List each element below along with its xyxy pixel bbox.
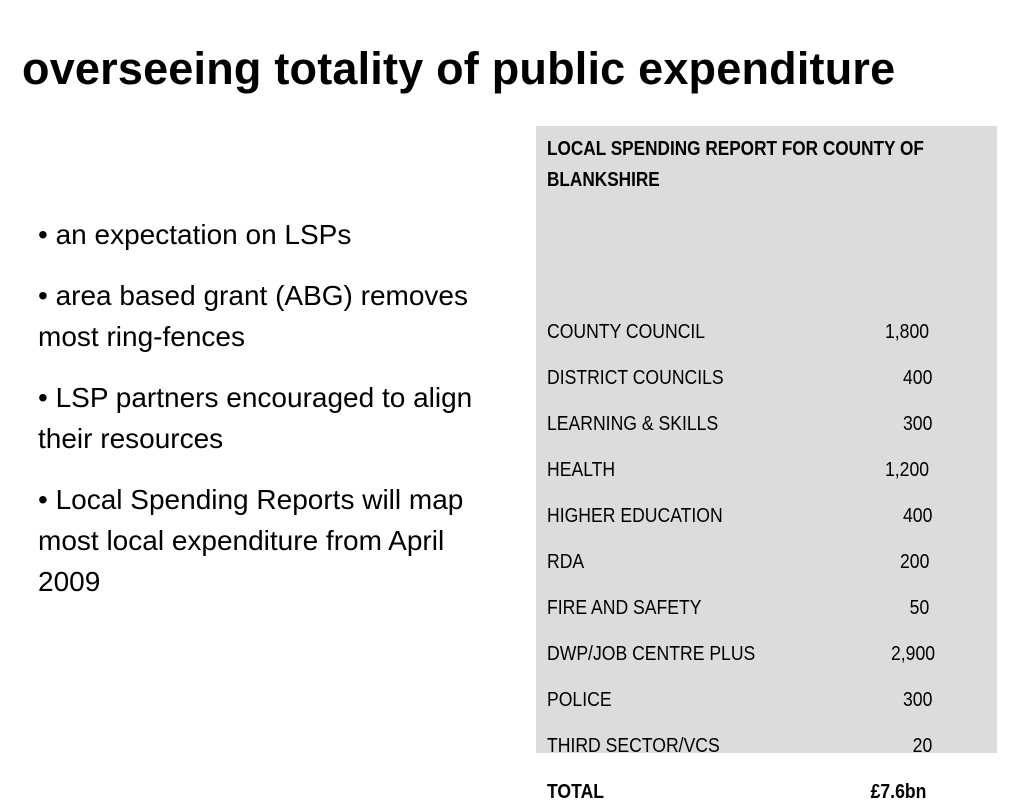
row-value: 20	[912, 735, 932, 757]
row-value: 1,800	[884, 321, 929, 343]
row-value: 400	[902, 505, 932, 527]
bullet-item: • Local Spending Reports will map most local expenditure from April 2009	[38, 484, 464, 597]
row-label: DWP/JOB CENTRE PLUS	[547, 643, 756, 665]
report-row	[547, 732, 937, 760]
report-row	[547, 364, 937, 392]
row-value: 2,900	[890, 643, 935, 665]
total-value: £7.6bn	[870, 781, 926, 803]
row-label: FIRE AND SAFETY	[547, 597, 702, 619]
report-row	[547, 456, 937, 484]
total-label: TOTAL	[547, 781, 605, 803]
row-label: HIGHER EDUCATION	[547, 505, 723, 527]
row-value: 200	[899, 551, 929, 573]
report-row	[547, 594, 937, 622]
row-label: LEARNING & SKILLS	[547, 413, 719, 435]
bullet-list	[38, 214, 478, 622]
bullet-item: • area based grant (ABG) removes most ring-fences	[38, 280, 468, 352]
row-label: RDA	[547, 551, 585, 573]
report-row	[547, 502, 937, 530]
spending-report-panel	[536, 126, 997, 803]
bullet-item: • LSP partners encouraged to align their resources	[38, 382, 473, 454]
row-label: COUNTY COUNCIL	[547, 321, 706, 343]
report-row	[547, 410, 937, 438]
report-row	[547, 548, 937, 576]
row-label: DISTRICT COUNCILS	[547, 367, 724, 389]
row-value: 300	[902, 689, 932, 711]
row-label: POLICE	[547, 689, 612, 711]
row-value: 50	[909, 597, 929, 619]
slide-title: overseeing totality of public expenditure	[22, 43, 896, 94]
report-row	[547, 640, 937, 668]
row-label: HEALTH	[547, 459, 616, 481]
row-value: 400	[902, 367, 932, 389]
bullet-item: • an expectation on LSPs	[38, 219, 352, 250]
row-value: 1,200	[884, 459, 929, 481]
row-label: THIRD SECTOR/VCS	[547, 735, 720, 757]
report-row	[547, 318, 937, 346]
report-total-row	[547, 778, 937, 806]
report-title: LOCAL SPENDING REPORT FOR COUNTY OF BLANKSHIRE	[547, 138, 924, 191]
row-value: 300	[902, 413, 932, 435]
report-row	[547, 686, 937, 714]
